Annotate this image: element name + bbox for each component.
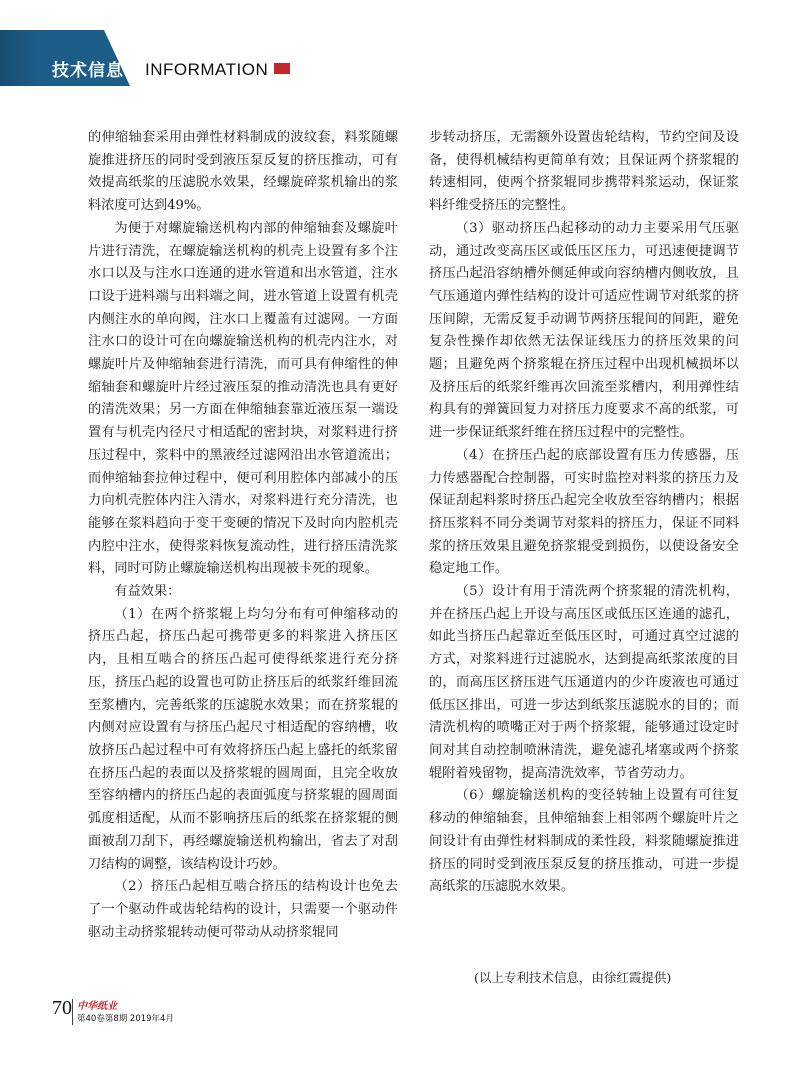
section-marker [274,63,290,74]
left-column [88,127,398,944]
paragraph: （6）螺旋输送机构的变径转轴上设置有可往复移动的伸缩轴套，且伸缩轴套上相邻两个螺旋叶片之间设计有由弹性材料制成的柔性段，料浆随螺旋推进挤压的同时受到液压泵反复的挤压推动，可进一步提高纸浆的压滤脱水效果。 [429,788,739,895]
paragraph: 为便于对螺旋输送机构内部的伸缩轴套及螺旋叶片进行清洗，在螺旋输送机构的机壳上设置有多个注水口以及与注水口连通的进水管道和出水管道，注水口设于进料端与出料端之间，进水管道上设置有机壳内侧注水的单向阀，注水口上覆盖有过滤网。一方面注水口的设计可在向螺旋输送机构的机壳内注水，对螺旋叶片及伸缩轴套进行清洗，而可具有伸缩性的伸缩轴套和螺旋叶片经过液压泵的推动清洗也具有更好的清洗效果；另一方面在伸缩轴套靠近液压泵一端设置有与机壳内径尺寸相适配的密封块，对浆料进行挤压过程中，浆料中的黑液经过滤网沿出水管道流出；而伸缩轴套拉伸过程中，便可利用腔体内部减小的压力向机壳腔体内注入清水，对浆料进行充分清洗，也能够在浆料趋向于变干变硬的情况下及时向内腔机壳内腔中注水，使得浆料恢复流动性，进行挤压清洗浆料，同时可防止螺旋输送机构出现被卡死的现象。 [88,220,398,577]
issue-info: 第40卷第8期 2019年4月 [77,1014,174,1024]
paragraph: 的伸缩轴套采用由弹性材料制成的波纹套，料浆随螺旋推进挤压的同时受到液压泵反复的挤压推动，可有效提高纸浆的压滤脱水效果，经螺旋碎浆机输出的浆料浓度可达到49%。 [88,130,398,214]
page-number: 70 [52,997,72,1019]
paragraph-heading: 有益效果： [114,584,181,600]
section-title-cn: 技术信息 [52,61,124,81]
credit-note: (以上专利技术信息，由徐红霞提供) [474,970,672,985]
journal-name: 中华纸业 [77,1001,117,1012]
paragraph: （2）挤压凸起相互啮合挤压的结构设计也免去了一个驱动件或齿轮结构的设计，只需要一个驱动件驱动主动挤浆辊转动便可带动从动挤浆辊同 [88,879,398,940]
right-column [429,127,739,899]
section-tab-shade [0,30,40,86]
paragraph: （5）设计有用于清洗两个挤浆辊的清洗机构，并在挤压凸起上开设与高压区或低压区连通的滤孔，如此当挤压凸起靠近至低压区时，可通过真空过滤的方式，对浆料进行过滤脱水，达到提高纸浆浓度的目的，而高压区挤压进气压通道内的少许废液也可通过低压区排出，可进一步达到纸浆压滤脱水的目的；而清洗机构的喷嘴正对于两个挤浆辊，能够通过设定时间对其自动控制喷淋清洗，避免滤孔堵塞或两个挤浆辊附着残留物，提高清洗效率，节省劳动力。 [429,584,739,781]
footer-divider [72,999,73,1025]
section-title-en: INFORMATION [145,60,269,79]
paragraph: （3）驱动挤压凸起移动的动力主要采用气压驱动，通过改变高压区或低压区压力，可迅速便捷调节挤压凸起沿容纳槽外侧延伸或向容纳槽内侧收放，且气压通道内弹性结构的设计可适应性调节对纸浆的挤压间隙，无需反复手动调节两挤压辊间的间距，避免复杂性操作却依然无法保证线压力的挤压效果的问题；且避免两个挤浆辊在挤压过程中出现机械损坏以及挤压后的纸浆纤维再次回流至浆槽内，利用弹性结构具有的弹簧回复力对挤压力度要求不高的纸浆，可进一步保证纸浆纤维在挤压过程中的完整性。 [429,220,739,441]
paragraph: （4）在挤压凸起的底部设置有压力传感器，压力传感器配合控制器，可实时监控对料浆的挤压力及保证刮起料浆时挤压凸起完全收放至容纳槽内；根据挤压浆料不同分类调节对浆料的挤压力，保证不同料浆的挤压效果且避免挤浆辊受到损伤，以使设备安全稳定地工作。 [429,447,739,577]
paragraph: 步转动挤压，无需额外设置齿轮结构，节约空间及设备，使得机械结构更简单有效；且保证两个挤浆辊的转速相同，使两个挤浆辊同步携带料浆运动，保证浆料纤维受挤压的完整性。 [429,130,739,214]
paragraph: （1）在两个挤浆辊上均匀分布有可伸缩移动的挤压凸起，挤压凸起可携带更多的料浆进入挤压区内，且相互啮合的挤压凸起可使得纸浆进行充分挤压，挤压凸起的设置也可防止挤压后的纸浆纤维回流至浆槽内，完善纸浆的压滤脱水效果；而在挤浆辊的内侧对应设置有与挤压凸起尺寸相适配的容纳槽，收放挤压凸起过程中可有效将挤压凸起上盛托的纸浆留在挤压凸起的表面以及挤浆辊的圆周面，且完全收放至容纳槽内的挤压凸起的表面弧度与挤浆辊的圆周面弧度相适配，从而不影响挤压后的纸浆在挤浆辊的侧面被刮刀刮下，再经螺旋输送机构输出，省去了对刮刀结构的调整，该结构设计巧妙。 [88,606,398,872]
